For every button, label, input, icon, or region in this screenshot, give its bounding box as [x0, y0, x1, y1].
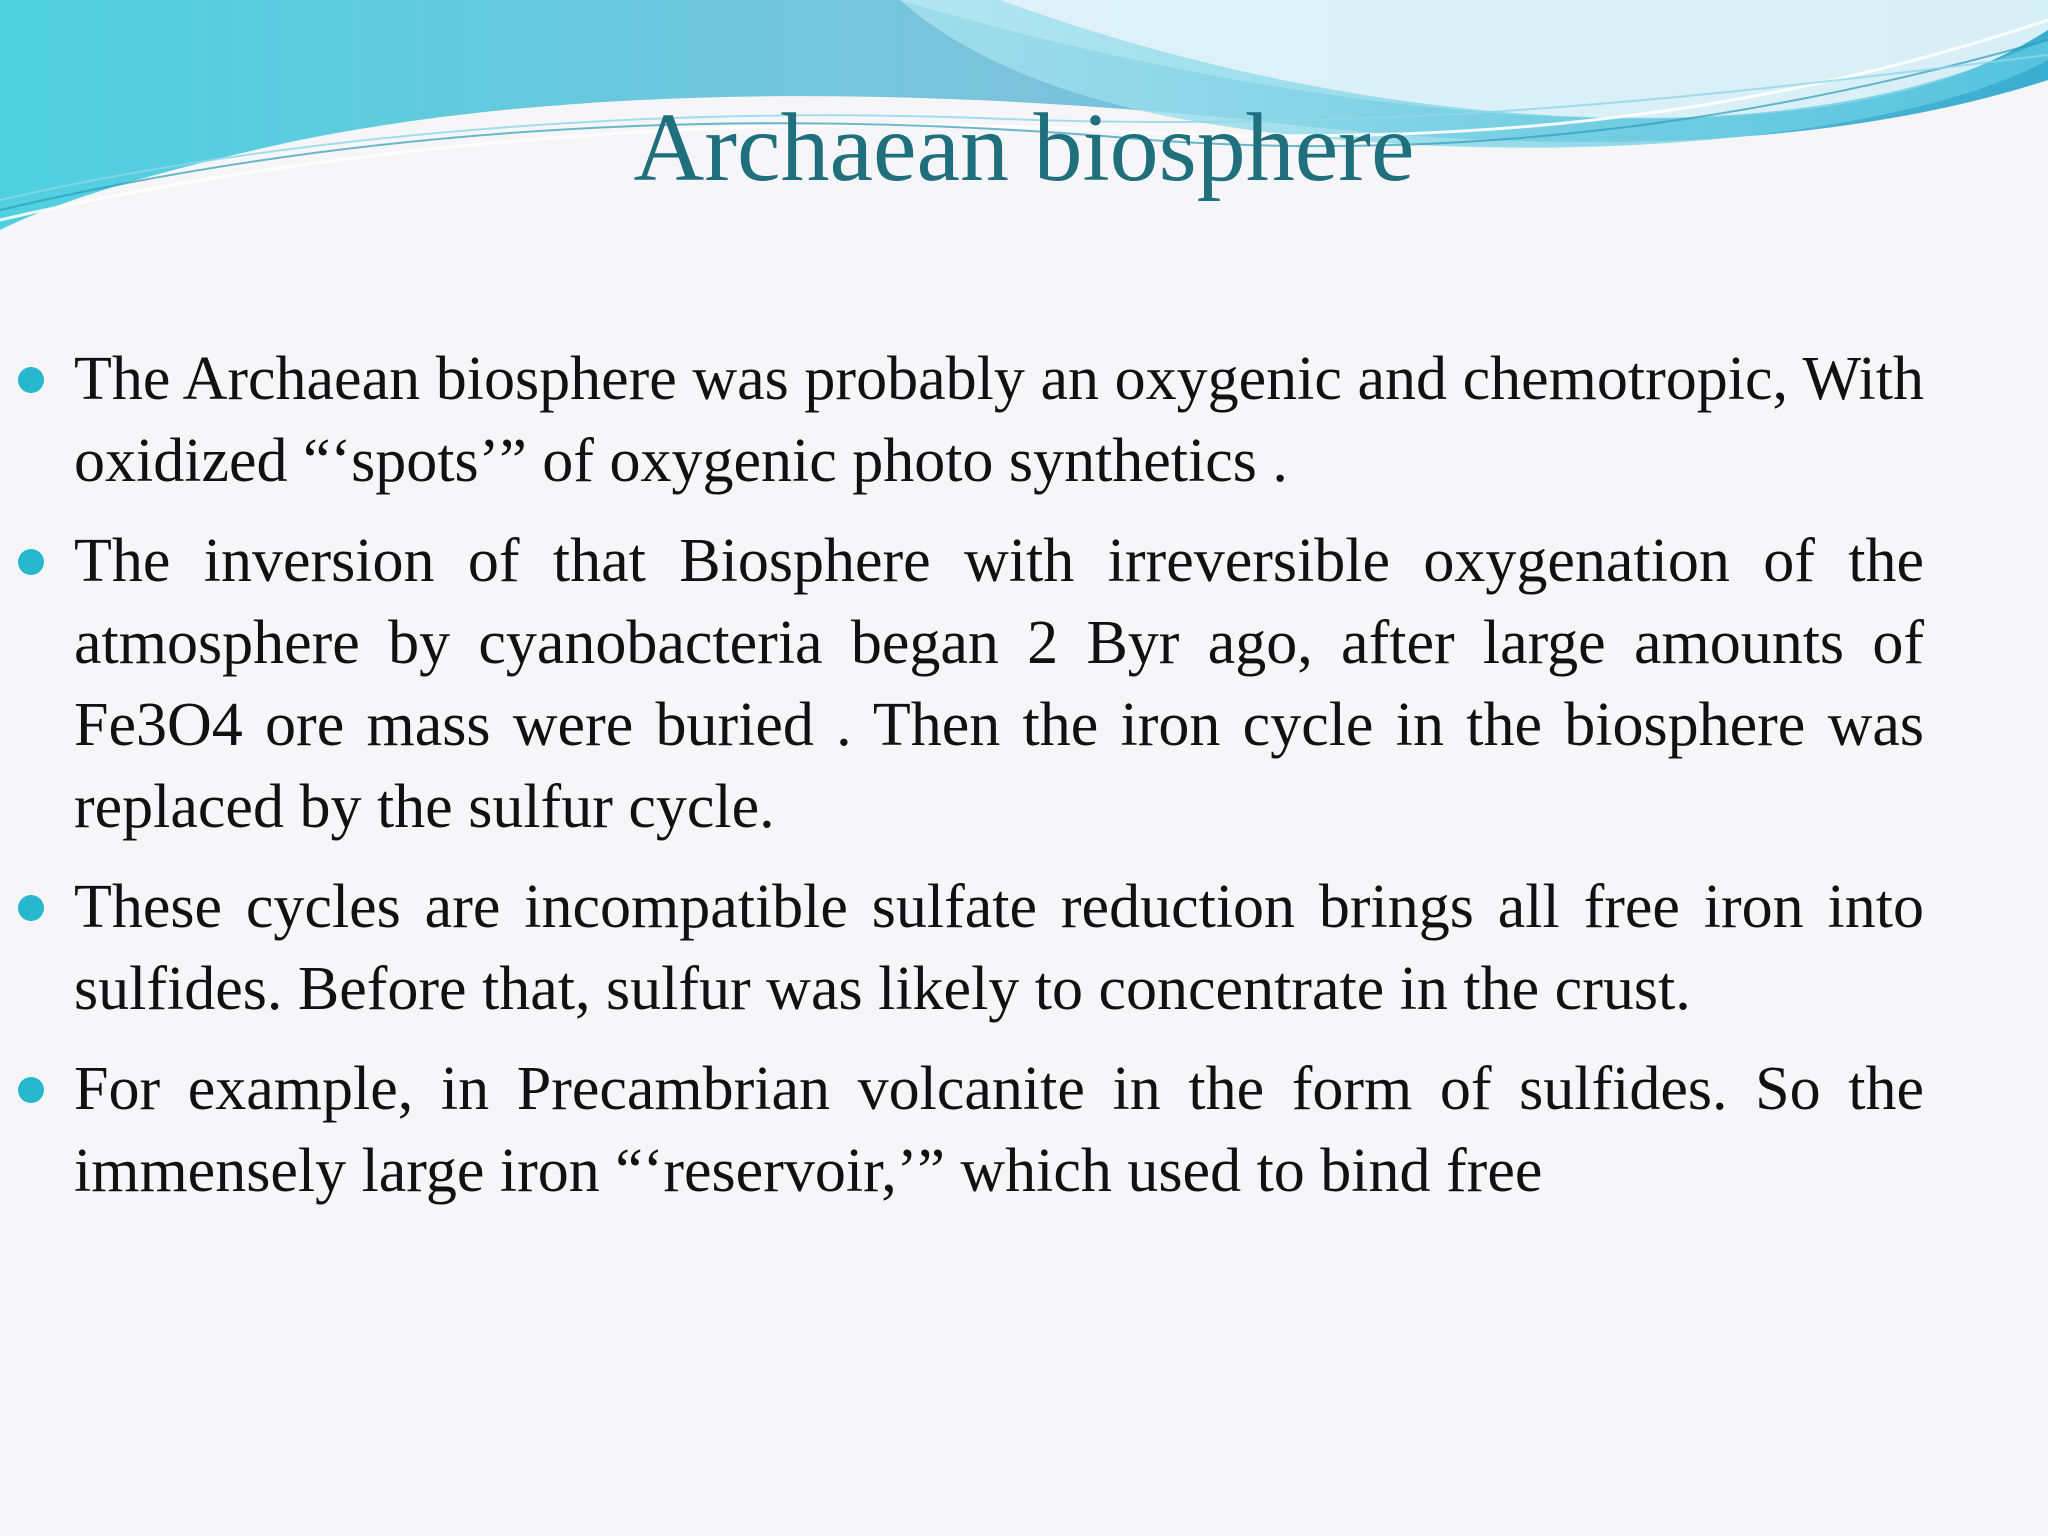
slide-title: Archaean biosphere — [633, 94, 1415, 202]
bullet-list — [74, 338, 1924, 1230]
bullet-dot-icon — [18, 367, 44, 393]
bullet-dot-icon — [18, 1077, 44, 1103]
bullet-text: These cycles are incompatible sulfate reduction brings all free iron into sulfides. Before that, sulfur was likely to concentrate in the crust. — [74, 873, 1924, 1023]
bullet-item — [74, 338, 1924, 502]
bullet-text: For example, in Precambrian volcanite in the form of sulfides. So the immensely large iron “‘reservoir,’” which used to bind free — [74, 1055, 1924, 1205]
bullet-text: The inversion of that Biosphere with irreversible oxygenation of the atmosphere by cyanobacteria began 2 Byr ago, after large amounts of Fe3O4 ore mass were buried . Then the iron cycle in the biosphere was replaced by the sulfur cycle. — [74, 527, 1924, 841]
bullet-text: The Archaean biosphere was probably an oxygenic and chemotropic, With oxidized “‘spots’” of oxygenic photo synthetics . — [74, 345, 1924, 495]
bullet-dot-icon — [18, 895, 44, 921]
bullet-dot-icon — [18, 549, 44, 575]
bullet-item — [74, 866, 1924, 1030]
bullet-item — [74, 1048, 1924, 1212]
bullet-item — [74, 520, 1924, 848]
